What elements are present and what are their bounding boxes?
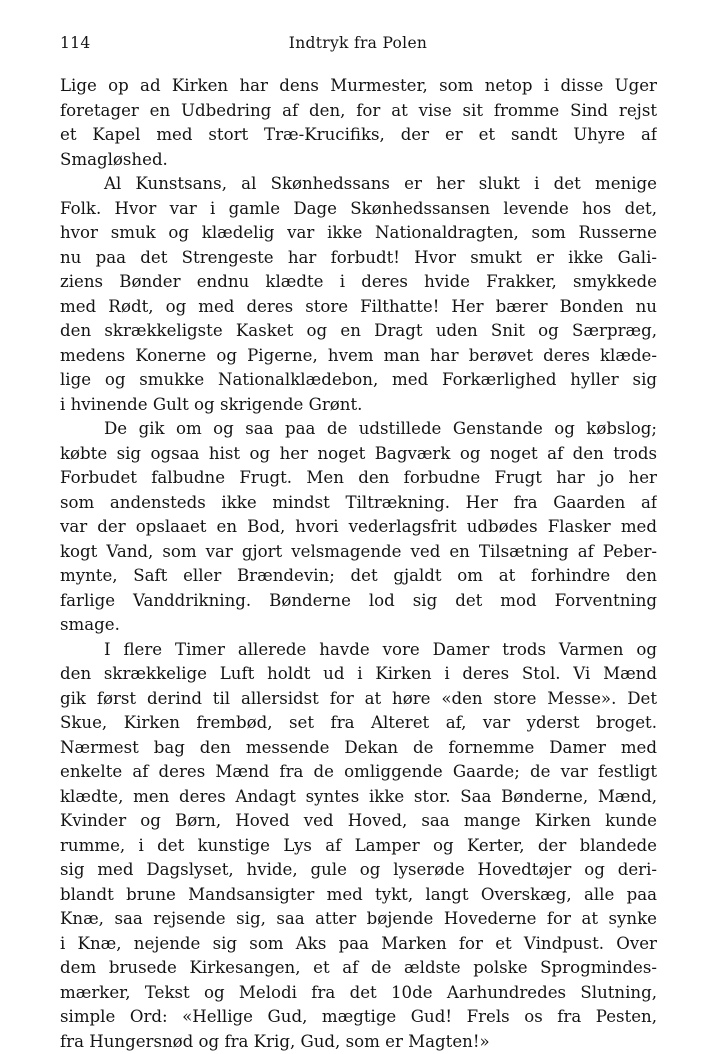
text-line: lige og smukke Nationalklædebon, med Forkærlighed hyller sig: [60, 368, 657, 393]
text-line: mærker, Tekst og Melodi fra det 10de Aarhundredes Slutning,: [60, 981, 657, 1006]
text-line: hvor smuk og klædelig var ikke Nationaldragten, som Russerne: [60, 221, 657, 246]
page-number: 114: [60, 34, 91, 52]
text-line: kogt Vand, som var gjort velsmagende ved en Tilsætning af Peber-: [60, 540, 657, 565]
text-line: Kvinder og Børn, Hoved ved Hoved, saa mange Kirken kunde: [60, 809, 657, 834]
text-line: fra Hungersnød og fra Krig, Gud, som er Magten!»: [60, 1030, 657, 1054]
text-line: var der opslaaet en Bod, hvori vederlagsfrit udbødes Flasker med: [60, 515, 657, 540]
text-line: blandt brune Mandsansigter med tykt, langt Overskæg, alle paa: [60, 883, 657, 908]
text-line: mynte, Saft eller Brændevin; det gjaldt om at forhindre den: [60, 564, 657, 589]
text-line: den skrækkelige Luft holdt ud i Kirken i deres Stol. Vi Mænd: [60, 662, 657, 687]
text-line: i Knæ, nejende sig som Aks paa Marken for et Vindpust. Over: [60, 932, 657, 957]
text-line: ziens Bønder endnu klædte i deres hvide Frakker, smykkede: [60, 270, 657, 295]
text-line: Lige op ad Kirken har dens Murmester, som netop i disse Uger: [60, 74, 657, 99]
text-line: gik først derind til allersidst for at høre «den store Messe». Det: [60, 687, 657, 712]
text-line: nu paa det Strengeste har forbudt! Hvor smukt er ikke Gali-: [60, 246, 657, 271]
text-line: smage.: [60, 613, 657, 638]
text-line: Forbudet falbudne Frugt. Men den forbudne Frugt har jo her: [60, 466, 657, 491]
text-line: Knæ, saa rejsende sig, saa atter bøjende Hovederne for at synke: [60, 907, 657, 932]
text-line: simple Ord: «Hellige Gud, mægtige Gud! Frels os fra Pesten,: [60, 1005, 657, 1030]
text-line: farlige Vanddrikning. Bønderne lod sig det mod Forventning: [60, 589, 657, 614]
body-text: [60, 74, 657, 1054]
text-line: enkelte af deres Mænd fra de omliggende Gaarde; de var festligt: [60, 760, 657, 785]
text-line: Folk. Hvor var i gamle Dage Skønhedssansen levende hos det,: [60, 197, 657, 222]
text-line: klædte, men deres Andagt syntes ikke stor. Saa Bønderne, Mænd,: [60, 785, 657, 810]
text-line: købte sig ogsaa hist og her noget Bagværk og noget af den trods: [60, 442, 657, 467]
text-line: rumme, i det kunstige Lys af Lamper og Kerter, der blandede: [60, 834, 657, 859]
text-line: De gik om og saa paa de udstillede Genstande og købslog;: [60, 417, 657, 442]
text-line: medens Konerne og Pigerne, hvem man har berøvet deres klæde-: [60, 344, 657, 369]
text-line: sig med Dagslyset, hvide, gule og lyserøde Hovedtøjer og deri-: [60, 858, 657, 883]
page-header: [60, 34, 656, 56]
text-line: den skrækkeligste Kasket og en Dragt uden Snit og Særpræg,: [60, 319, 657, 344]
running-title: Indtryk fra Polen: [60, 34, 656, 52]
text-line: som andensteds ikke mindst Tiltrækning. Her fra Gaarden af: [60, 491, 657, 516]
text-line: Al Kunstsans, al Skønhedssans er her slukt i det menige: [60, 172, 657, 197]
text-line: Nærmest bag den messende Dekan de fornemme Damer med: [60, 736, 657, 761]
text-line: med Rødt, og med deres store Filthatte! Her bærer Bonden nu: [60, 295, 657, 320]
text-line: I flere Timer allerede havde vore Damer trods Varmen og: [60, 638, 657, 663]
text-line: et Kapel med stort Træ-Krucifiks, der er et sandt Uhyre af: [60, 123, 657, 148]
text-line: i hvinende Gult og skrigende Grønt.: [60, 393, 657, 418]
text-line: Smagløshed.: [60, 148, 657, 173]
text-line: foretager en Udbedring af den, for at vise sit fromme Sind rejst: [60, 99, 657, 124]
text-line: Skue, Kirken frembød, set fra Alteret af, var yderst broget.: [60, 711, 657, 736]
text-line: dem brusede Kirkesangen, et af de ældste polske Sprogmindes-: [60, 956, 657, 981]
